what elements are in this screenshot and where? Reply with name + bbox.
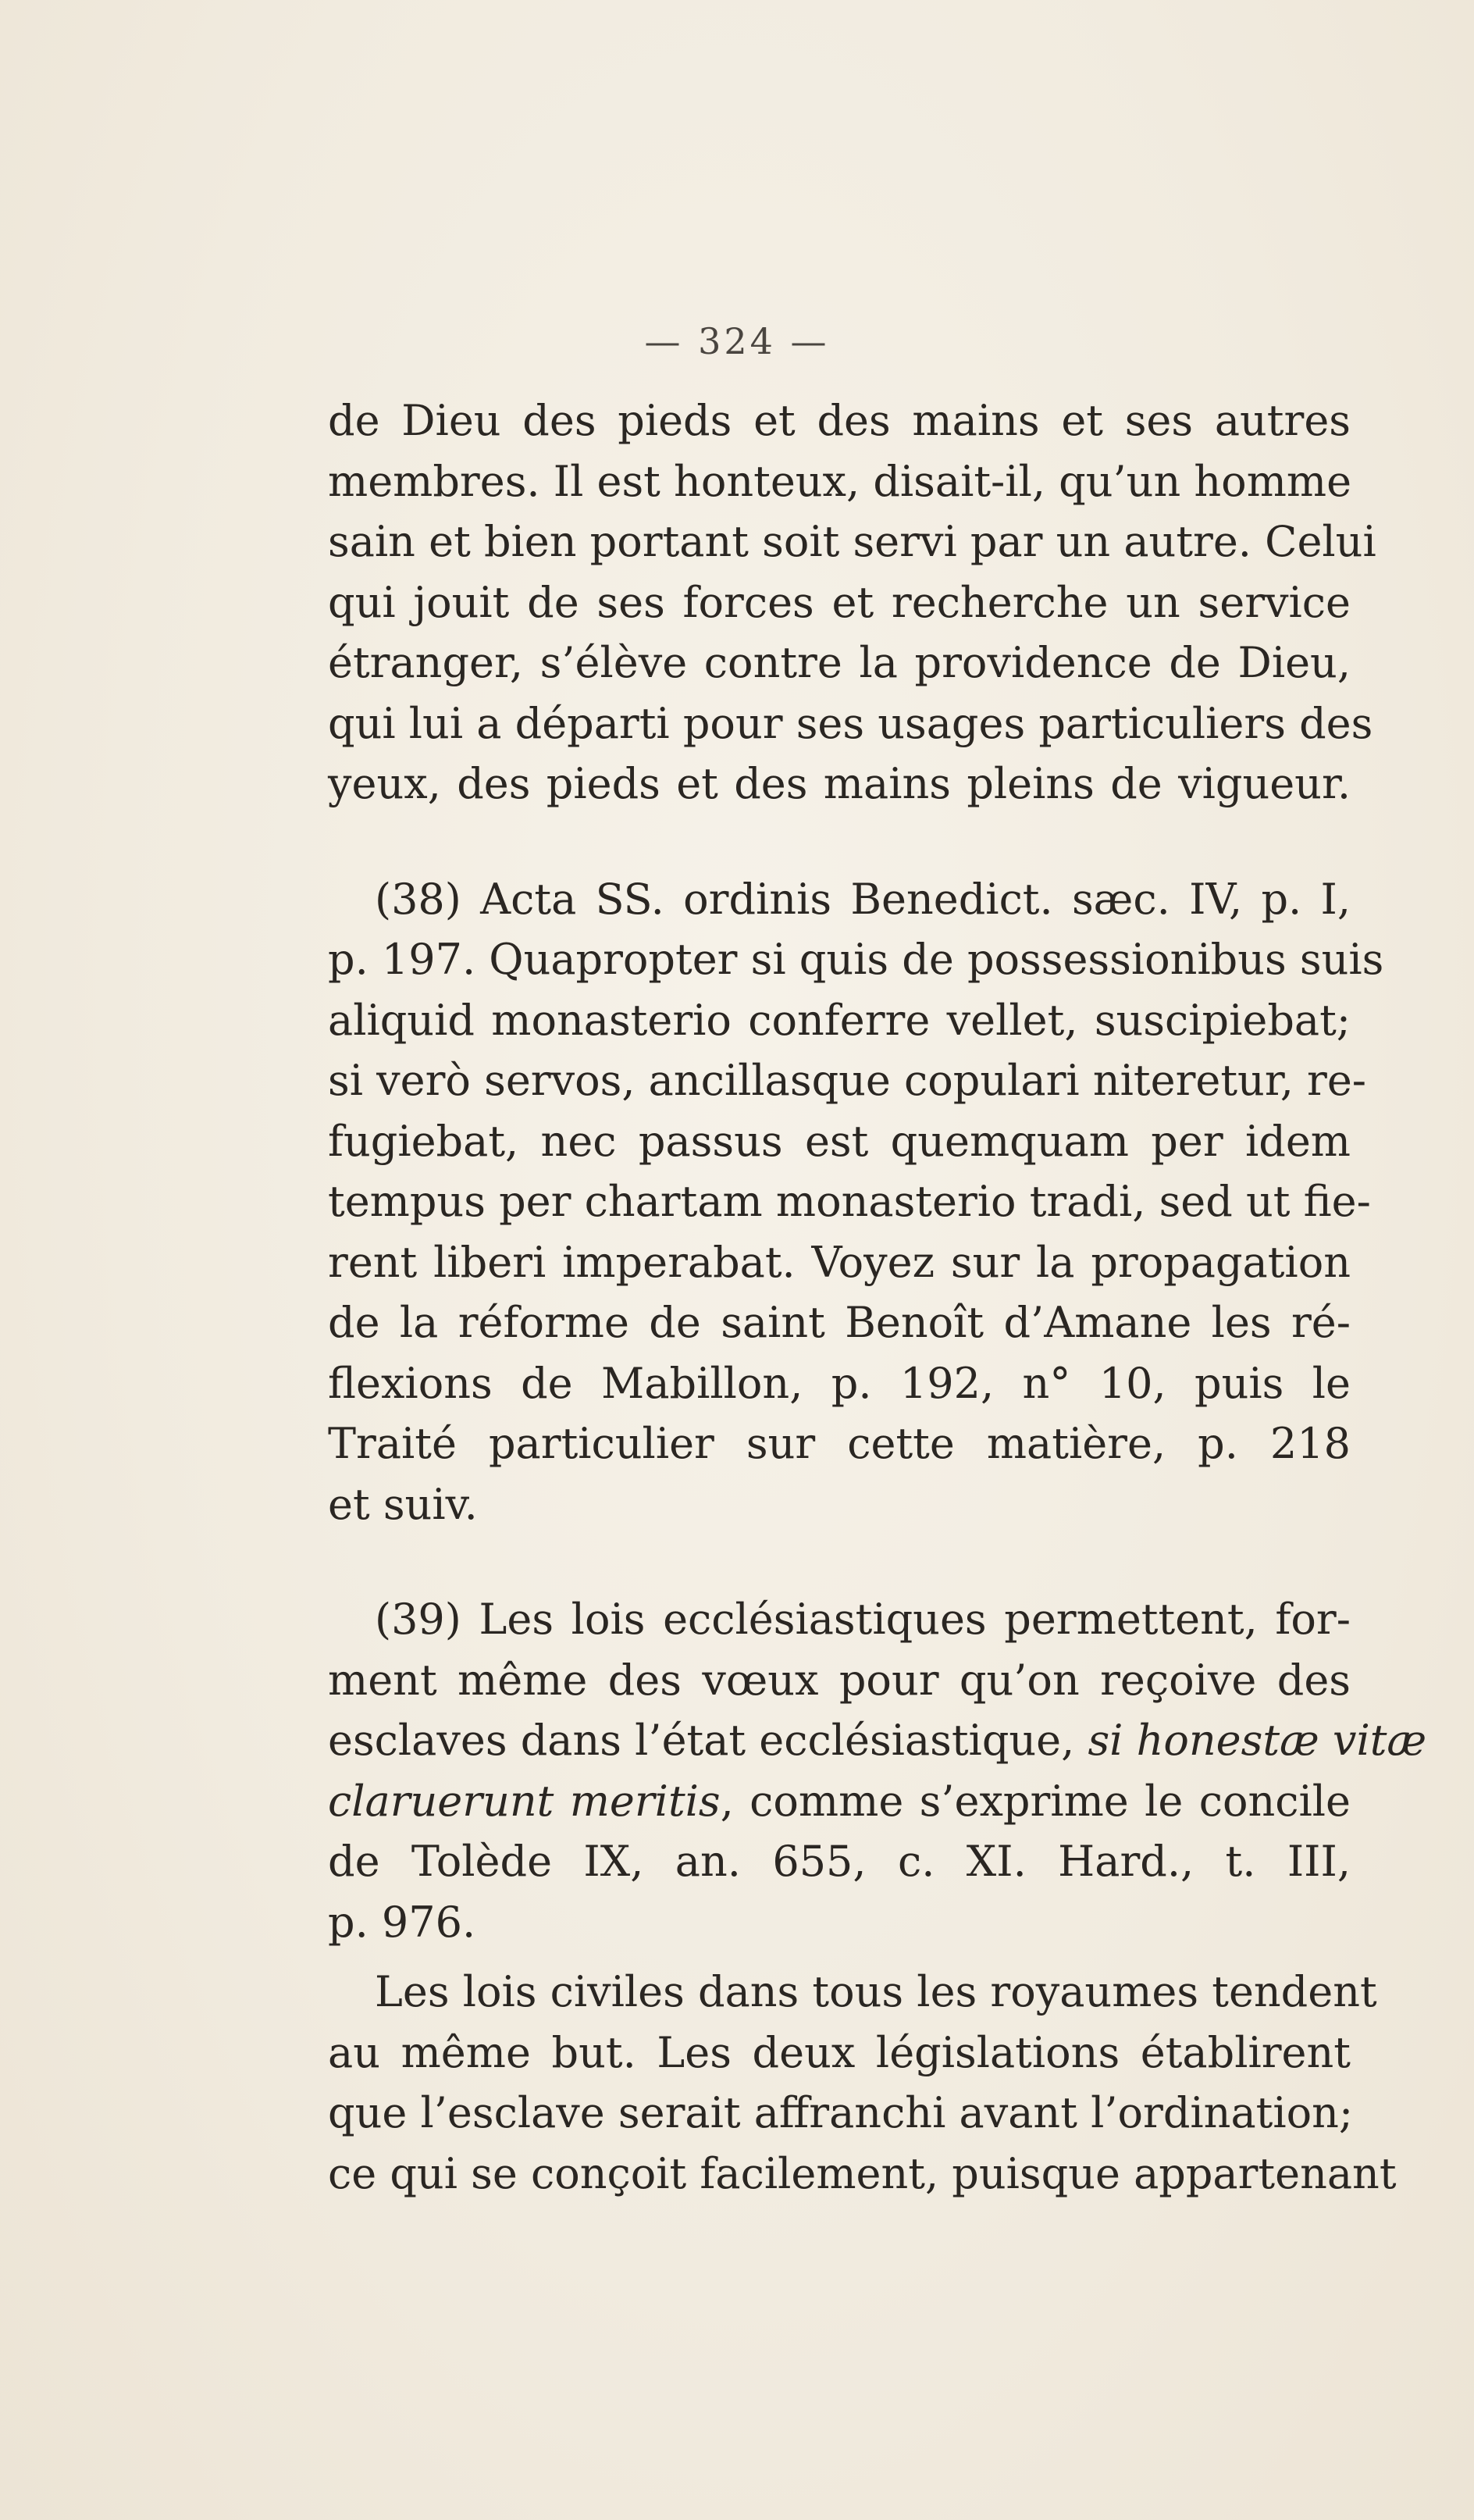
text-line: ment même des vœux pour qu’on reçoive des [328, 1655, 1351, 1705]
text-line: fugiebat, nec passus est quemquam per idem [328, 1116, 1351, 1166]
body-text [328, 390, 1427, 2204]
text-line: qui lui a départi pour ses usages particuliers des [328, 698, 1373, 748]
text-line: tempus per chartam monasterio tradi, sed ut fie- [328, 1177, 1371, 1226]
text-line: si verò servos, ancillasque copulari niteretur, re- [328, 1056, 1367, 1105]
paragraph-final [328, 1962, 1397, 2204]
text-line [328, 1771, 1351, 1832]
text-line: (39) Les lois ecclésiastiques permettent, for- [375, 1595, 1351, 1644]
text-line: p. 197. Quapropter si quis de possessionibus suis [328, 935, 1384, 984]
text-line: flexions de Mabillon, p. 192, n° 10, puis le [328, 1358, 1351, 1408]
text-line: aliquid monasterio conferre vellet, suscipiebat; [328, 995, 1351, 1045]
text-line: rent liberi imperabat. Voyez sur la propagation [328, 1237, 1351, 1287]
text-line: de Dieu des pieds et des mains et ses autres [328, 396, 1351, 445]
note-38 [328, 869, 1384, 1535]
text-line: membres. Il est honteux, disait-il, qu’un homme [328, 456, 1352, 506]
note-39 [328, 1589, 1427, 1952]
text-line: que l’esclave serait affranchi avant l’ordination; [328, 2088, 1354, 2137]
paragraph-gap [328, 1534, 1351, 1589]
latin-quote: claruerunt meritis [328, 1776, 721, 1826]
page-number: — 324 — [644, 320, 830, 362]
paragraph-1 [328, 390, 1376, 814]
text-line: et suiv. [328, 1479, 478, 1529]
text-segment: , comme s’exprime le concile [720, 1776, 1351, 1826]
text-segment: esclaves dans l’état ecclésiastique, [328, 1716, 1088, 1765]
text-line: yeux, des pieds et des mains pleins de vigueur. [328, 759, 1351, 808]
text-line: (38) Acta SS. ordinis Benedict. sæc. IV, p. I, [375, 874, 1351, 924]
text-line: sain et bien portant soit servi par un autre. Celui [328, 517, 1376, 566]
text-line: ce qui se conçoit facilement, puisque appartenant [328, 2148, 1397, 2198]
text-line: qui jouit de ses forces et recherche un service [328, 577, 1351, 627]
paragraph-gap [328, 814, 1351, 869]
text-line: de Tolède IX, an. 655, c. XI. Hard., t. III, [328, 1837, 1351, 1886]
text-line: Les lois civiles dans tous les royaumes tendent [375, 1967, 1377, 2016]
text-line: de la réforme de saint Benoît d’Amane les ré- [328, 1298, 1351, 1347]
text-line: Traité particulier sur cette matière, p. 218 [328, 1419, 1351, 1468]
text-line: étranger, s’élève contre la providence de Dieu, [328, 638, 1351, 687]
text-line: p. 976. [328, 1897, 476, 1947]
latin-quote: si honestæ vitæ [1088, 1716, 1427, 1765]
text-line [328, 1710, 1427, 1771]
text-line: au même but. Les deux législations établirent [328, 2027, 1351, 2077]
